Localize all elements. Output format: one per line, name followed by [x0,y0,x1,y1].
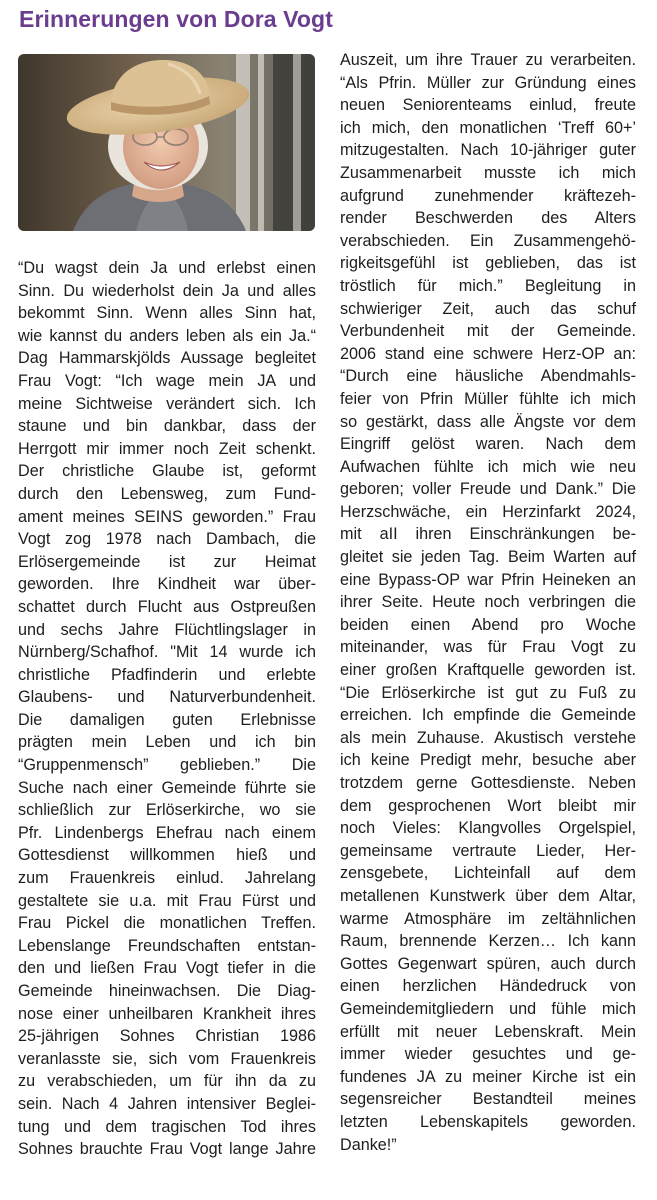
text-line: 2006 stand eine schwere Herz-OP an: [340,344,636,363]
text-line: einen herzlichen Händedruck von [340,977,636,996]
text-line: zensgebete, Lichteinfall auf dem [340,864,636,883]
text-line: mitzugestalten. Nach 10-jähriger guter [340,141,636,160]
text-line: warme Atmosphäre im zeltähnlichen [340,909,636,928]
text-line: Vogt zog 1978 nach Dambach, die [18,530,316,549]
text-line: erfüllt mit neuer Lebenskraft. Mein [340,1022,636,1041]
text-line: Sinn. Du wiederholst dein Ja und alles [18,281,316,300]
text-line: Gemeinde hineinwachsen. Die Diag- [18,982,316,1000]
text-line: render Beschwerden des Alters [340,209,636,228]
text-line: bekommt Sinn. Wenn alles Sinn hat, [18,304,316,323]
text-line: segensreicher Bestandteil meines [340,1090,636,1109]
text-line: Gottes Gegenwart spüren, auch durch [340,954,636,973]
text-line: erreichen. Ich empfinde die Gemeinde [340,706,636,725]
text-line: geworden. Ihre Kindheit war über- [18,575,316,594]
article-column-left [18,257,316,1161]
text-line: Dag Hammarskjölds Aussage begleitet [18,349,316,368]
text-line: gestaltete sie u.a. mit Frau Fürst und [18,891,316,910]
text-line: zu verabschieden, um für ihn da zu [18,1072,316,1091]
text-line: Danke!” [340,1135,397,1154]
text-line: mit aII ihren Einschränkungen be- [340,525,636,544]
text-line: Herrgott mir immer noch Zeit schenkt. [18,439,316,458]
text-line: Eingriff gelöst waren. Nach dem [340,435,636,454]
text-line: Raum, brennende Kerzen… Ich kann [340,932,636,951]
text-line: Aufwachen fühlte ich mich wie neu [340,457,636,476]
text-line: Auszeit, um ihre Trauer zu verarbeiten. [340,51,636,69]
text-line: und sechs Jahre Flüchtlingslager in [18,620,316,639]
text-line: noch Vieles: Klangvolles Orgelspiel, [340,819,636,838]
text-line: letzten Lebenskapitels geworden. [340,1112,636,1131]
text-line: Pfr. Lindenbergs Ehefrau nach einem [18,823,316,842]
text-line: miteinander, was für Frau Vogt zu [340,638,636,657]
text-line: als mein Zuhause. Akustisch verstehe [340,728,636,747]
text-line: aufgrund zunehmender kräftezeh- [340,186,636,205]
text-line: “Als Pfrin. Müller zur Gründung eines [340,73,636,92]
text-line: Glaubens- und Naturverbundenheit. [18,688,316,707]
portrait-photo [18,54,315,231]
text-line: schattet durch Flucht aus Ostpreußen [18,597,316,616]
portrait-illustration [18,54,315,231]
text-line: ihrer Seite. Heute noch verbringen die [340,593,636,612]
article-column-right [340,49,636,1156]
text-line: Erlösergemeinde ist zur Heimat [18,552,316,571]
text-line: immer wieder gesuchtes und ge- [340,1045,636,1064]
text-line: Frau Vogt: “Ich wage mein JA und [18,371,316,390]
text-line: 25-jährigen Sohnes Christian 1986 [18,1027,316,1046]
text-line: rigkeitsgefühl ist geblieben, das ist [340,254,636,273]
text-line: “Die Erlöserkirche ist gut zu Fuß zu [340,683,636,702]
text-line: Die damaligen guten Erlebnisse [18,710,316,729]
text-line: schwieriger Zeit, auch das schuf [340,299,636,318]
article-title: Erinnerungen von Dora Vogt [19,6,333,32]
text-line: gleitet sie jeden Tag. Beim Warten auf [340,548,636,567]
text-line: wie kannst du anders leben als ein Ja.“ [18,326,316,345]
text-line: dem gesprochenen Wort bleibt mir [340,796,636,815]
text-line: Der christliche Glaube ist, geformt [18,462,316,481]
text-line: “Durch eine häusliche Abendmahls- [340,367,636,386]
text-line: nose einer unheilbaren Krankheit ihres [18,1004,316,1023]
text-line: durch den Lebensweg, zum Fund- [18,484,316,503]
text-line: den und ließen Frau Vogt tiefer in die [18,959,316,978]
text-line: einer großen Kraftquelle geworden ist. [340,661,636,680]
text-line: Gemeindemitgliedern und fühle mich [340,999,636,1018]
text-line: eine Bypass-OP war Pfrin Heineken an [340,570,636,589]
text-line: zum Frauenkreis einlud. Jahrelang [18,869,316,888]
text-line: beiden einen Abend pro Woche [340,615,636,634]
text-line: ament meines SEINS geworden.” Frau [18,507,316,526]
text-line: gemeinsame vertraute Lieder, Her- [340,841,636,860]
text-line: veranlasste sie, sich vom Frauenkreis [18,1049,316,1068]
text-line: tröstlich für mich.” Begleitung in [340,276,636,295]
text-line: Suche nach einer Gemeinde führte sie [18,778,316,797]
text-line: metallenen Kunstwerk über dem Altar, [340,886,636,905]
text-line: so gestärkt, dass alle Ängste vor dem [340,412,636,431]
text-line: Nürnberg/Schafhof. "Mit 14 wurde ich [18,643,316,662]
text-line: prägten mein Leben und ich bin [18,733,316,752]
text-line: ich keine Predigt mehr, besuche aber [340,751,636,770]
text-line: neuen Seniorenteams einlud, freute [340,96,636,115]
text-line: Gottesdienst willkommen hieß und [18,846,316,865]
text-line: Lebenslange Freundschaften entstan- [18,936,316,955]
text-line: christliche Pfadfinderin und erlebte [18,665,316,684]
text-line: tung und dem tragischen Tod ihres [18,1117,316,1136]
text-line: fundenes JA zu meiner Kirche ist ein [340,1067,636,1086]
text-line: “Gruppenmensch” geblieben.” Die [18,756,316,775]
text-line: geboren; voller Freude und Dank.” Die [340,480,636,499]
text-line: schließlich zur Erlöserkirche, wo sie [18,801,316,820]
text-line: ich mich, den monatlichen ‘Treff 60+’ [340,118,636,137]
text-line: trotzdem gerne Gottesdienste. Neben [340,774,636,792]
text-line: Verbundenheit mit der Gemeinde. [340,322,636,341]
text-line: Frau Pickel die monatlichen Treffen. [18,914,316,933]
text-line: sein. Nach 4 Jahren intensiver Beglei- [18,1094,316,1113]
text-line: feier von Pfrin Müller fühlte ich mich [340,389,636,408]
text-line: Sohnes brauchte Frau Vogt lange Jahre [18,1140,316,1159]
text-line: verabschieden. Ein Zusammengehö- [340,231,636,250]
text-line: Zusammenarbeit musste ich mich [340,163,636,182]
text-line: Herzschwäche, ein Herzinfarkt 2024, [340,502,636,521]
text-line: staune und bin dankbar, dass der [18,417,316,436]
text-line: meine Sichtweise verändert sich. Ich [18,394,316,413]
text-line: “Du wagst dein Ja und erlebst einen [18,259,316,277]
